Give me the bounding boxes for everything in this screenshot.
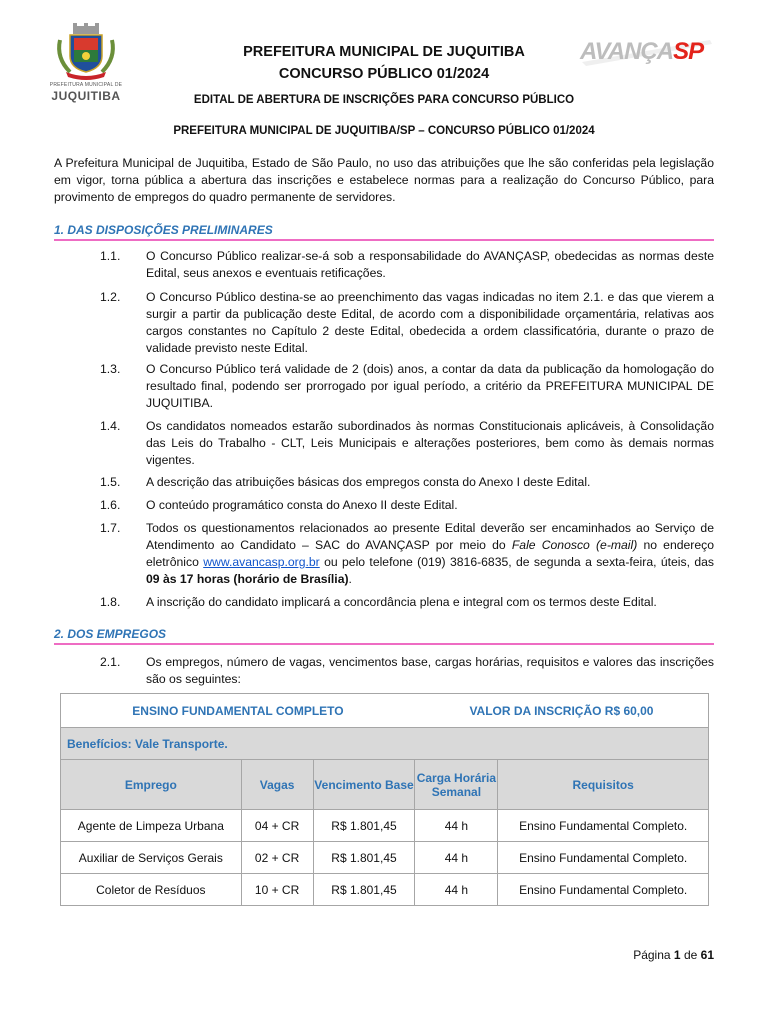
- table-cell: 44 h: [415, 874, 498, 906]
- table-cell: Agente de Limpeza Urbana: [61, 810, 242, 842]
- item-number: 1.5.: [100, 475, 121, 489]
- benefits-row: [61, 728, 709, 760]
- avancasp-website-link[interactable]: www.avancasp.org.br: [203, 555, 320, 569]
- table-cell: Auxiliar de Serviços Gerais: [61, 842, 242, 874]
- benefits-text: Benefícios: Vale Transporte.: [61, 728, 709, 760]
- section-2-rule: [54, 643, 714, 645]
- column-header: Vagas: [241, 760, 313, 810]
- table-row: [61, 874, 709, 906]
- item-number: 1.6.: [100, 498, 121, 512]
- table-cell: 04 + CR: [241, 810, 313, 842]
- item-number: 1.7.: [100, 521, 121, 535]
- table-cell: R$ 1.801,45: [313, 810, 415, 842]
- item-number: 1.4.: [100, 419, 121, 433]
- table-cell: Coletor de Resíduos: [61, 874, 242, 906]
- employment-table: [60, 693, 709, 906]
- page-label: Página: [633, 948, 671, 962]
- education-level: ENSINO FUNDAMENTAL COMPLETO: [61, 694, 415, 728]
- item-text: A inscrição do candidato implicará a concordância plena e integral com os termos deste Edital.: [146, 595, 657, 609]
- crest-icon: [46, 22, 126, 82]
- registration-fee: VALOR DA INSCRIÇÃO R$ 60,00: [415, 694, 709, 728]
- item-number: 2.1.: [100, 655, 121, 669]
- column-header: Emprego: [61, 760, 242, 810]
- table-cell: 10 + CR: [241, 874, 313, 906]
- item-text: O Concurso Público terá validade de 2 (dois) anos, a contar da data da publicação da homologação do resultado final, podendo ser prorrogado por igual período, a critério da PREFEITURA MUNICIPAL DE JUQUITIBA.: [146, 362, 714, 410]
- section-1-title: 1. DAS DISPOSIÇÕES PRELIMINARES: [54, 223, 273, 237]
- header-contest: CONCURSO PÚBLICO 01/2024: [278, 66, 490, 82]
- table-cell: R$ 1.801,45: [313, 874, 415, 906]
- header-title: PREFEITURA MUNICIPAL DE JUQUITIBA: [243, 44, 525, 60]
- crest-city-name: JUQUITIBA: [51, 89, 121, 103]
- item-text: O Concurso Público realizar-se-á sob a responsabilidade do AVANÇASP, obedecidas as normas deste Edital, seus anexos e eventuais retificações.: [146, 249, 714, 280]
- column-header: Carga Horária Semanal: [415, 760, 498, 810]
- page-total: 61: [700, 948, 714, 962]
- table-cell: 44 h: [415, 842, 498, 874]
- page-number: [560, 948, 714, 962]
- crest-caption: PREFEITURA MUNICIPAL DE: [49, 82, 123, 88]
- item-text-bold: 09 às 17 horas (horário de Brasília): [146, 572, 349, 586]
- page-of: de: [683, 948, 698, 962]
- intro-paragraph: A Prefeitura Municipal de Juquitiba, Estado de São Paulo, no uso das atribuições que lhe são conferidas pela legislação em vigor, torna pública a abertura das inscrições e estabelece normas para a realização do Concurso Público, para provimento de empregos do quadro permanente de servidores.: [54, 156, 714, 204]
- table-cell: 44 h: [415, 810, 498, 842]
- column-header: Requisitos: [498, 760, 709, 810]
- item-text: Os candidatos nomeados estarão subordinados às normas Constitucionais aplicáveis, à Consolidação das Leis do Trabalho - CLT, Leis Municipais e alterações posteriores, bem como às demais normas vigentes.: [146, 419, 714, 467]
- table-cell: 02 + CR: [241, 842, 313, 874]
- item-number: 1.1.: [100, 249, 121, 263]
- table-row: [61, 842, 709, 874]
- section-1-rule: [54, 239, 714, 241]
- item-text: Os empregos, número de vagas, vencimentos base, cargas horárias, requisitos e valores das inscrições são os seguintes:: [146, 655, 714, 686]
- item-number: 1.2.: [100, 290, 121, 304]
- item-number: 1.3.: [100, 362, 121, 376]
- table-cell: Ensino Fundamental Completo.: [498, 842, 709, 874]
- item-text: A descrição das atribuições básicas dos empregos consta do Anexo I deste Edital.: [146, 475, 591, 489]
- item-text-part: no endereço eletrônico: [146, 538, 714, 569]
- table-row: [61, 810, 709, 842]
- item-text: O conteúdo programático consta do Anexo II deste Edital.: [146, 498, 458, 512]
- municipal-crest-logo: [46, 22, 126, 104]
- item-text-italic: Fale Conosco (e-mail): [511, 538, 638, 552]
- logo-text-part1: AVANÇA: [580, 38, 674, 65]
- item-text-part: ou pelo telefone (019) 3816-6835, de segunda a sexta-feira, úteis, das: [319, 555, 715, 569]
- table-band-row: [61, 694, 709, 728]
- table-cell: Ensino Fundamental Completo.: [498, 810, 709, 842]
- item-text-part: Todos os questionamentos relacionados ao presente Edital deverão ser encaminhados ao Serviço de Atendimento ao Candidato – SAC do AVANÇASP por meio do: [146, 521, 714, 552]
- table-header-row: [61, 760, 709, 810]
- item-number: 1.8.: [100, 595, 121, 609]
- section-2-title: 2. DOS EMPREGOS: [54, 627, 167, 641]
- item-text-part: .: [348, 572, 352, 586]
- column-header: Vencimento Base: [313, 760, 415, 810]
- header-subtitle-2: PREFEITURA MUNICIPAL DE JUQUITIBA/SP – CONCURSO PÚBLICO 01/2024: [173, 125, 595, 137]
- page-current: 1: [673, 948, 681, 962]
- item-text: O Concurso Público destina-se ao preenchimento das vagas indicadas no item 2.1. e das que vierem a surgir a partir da publicação deste Edital, de acordo com a disponibilidade orçamentária, relativas aos cargos constantes no Capítulo 2 deste Edital, obedecida a ordem classificatória, durante o prazo de validade previsto neste Edital.: [146, 290, 714, 355]
- avancasp-logo: [580, 36, 714, 68]
- table-cell: Ensino Fundamental Completo.: [498, 874, 709, 906]
- table-cell: R$ 1.801,45: [313, 842, 415, 874]
- header-subtitle: EDITAL DE ABERTURA DE INSCRIÇÕES PARA CONCURSO PÚBLICO: [193, 94, 575, 106]
- logo-text-part2: SP: [673, 38, 704, 65]
- item-text: [146, 520, 714, 588]
